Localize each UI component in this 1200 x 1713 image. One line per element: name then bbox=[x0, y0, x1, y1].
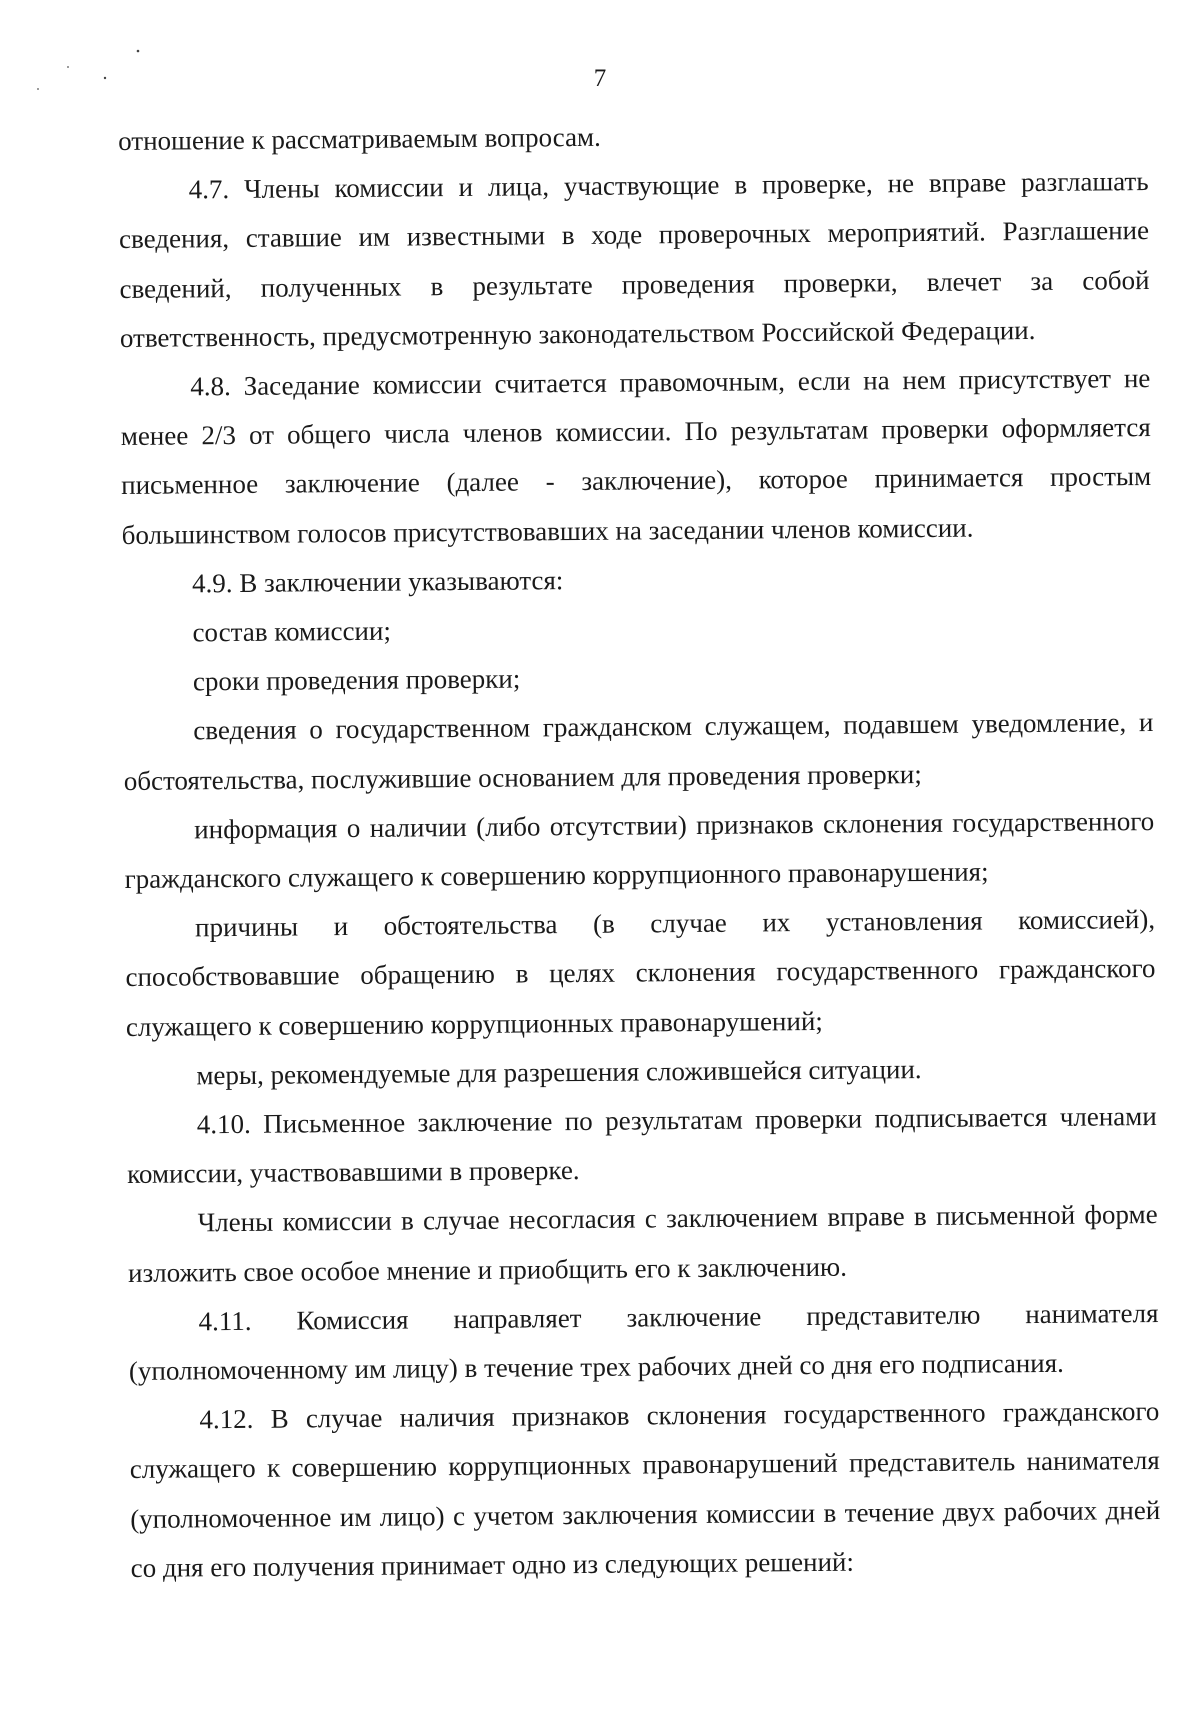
paragraph-4-12: 4.12. В случае наличия признаков склонения государственного гражданского служащего к совершению коррупционных правонарушений представитель нанимателя (уполномоченное им лицо) с учетом заключения комиссии в течение двух рабочих дней со дня его получения принимает одно из следующих решений: bbox=[129, 1396, 1161, 1583]
list-item-commission-composition: состав комиссии; bbox=[192, 615, 392, 648]
paragraph-dissent: Члены комиссии в случае несогласия с заключением вправе в письменной форме изложить свое особое мнение и приобщить его к заключению. bbox=[127, 1199, 1158, 1288]
list-item-measures: меры, рекомендуемые для разрешения сложившейся ситуации. bbox=[196, 1053, 922, 1091]
paragraph-4-7: 4.7. Члены комиссии и лица, участвующие в проверке, не вправе разглашать сведения, ставшие им известными в ходе проверочных мероприятий. Разглашение сведений, полученных в результате проведения проверки, влечет за собой ответственность, предусмотренную законодательством Российской Федерации. bbox=[118, 166, 1150, 353]
list-item-causes: причины и обстоятельства (в случае их установления комиссией), способствовавшие обращению в целях склонения государственного гражданского служащего к совершению коррупционных правонарушений; bbox=[125, 904, 1156, 1042]
paragraph-4-11: 4.11. Комиссия направляет заключение представителю нанимателя (уполномоченному им лицу) в течение трех рабочих дней со дня его подписания. bbox=[128, 1297, 1159, 1387]
list-item-review-terms: сроки проведения проверки; bbox=[192, 663, 521, 697]
list-item-employee-info: сведения о государственном гражданском служащем, подавшем уведомление, и обстоятельства, послужившие основанием для проведения проверки; bbox=[123, 707, 1154, 796]
paragraph-4-8: 4.8. Заседание комиссии считается правомочным, если на нем присутствует не менее 2/3 от общего числа членов комиссии. По результатам проверки оформляется письменное заключение (далее - заключение), которое принимается простым большинством голосов присутствовавших на заседании членов комиссии. bbox=[120, 363, 1152, 550]
list-item-signs-info: информация о наличии (либо отсутствии) признаков склонения государственного гражданского служащего к совершению коррупционного правонарушения; bbox=[124, 805, 1155, 895]
page-number: 7 bbox=[593, 65, 607, 92]
paragraph-4-9: 4.9. В заключении указываются: bbox=[191, 564, 564, 599]
paragraph-4-10: 4.10. Письменное заключение по результатам проверки подписывается членами комиссии, участвовавшими в проверке. bbox=[127, 1101, 1157, 1190]
document-body bbox=[118, 108, 1161, 1593]
paragraph-continuation: отношение к рассматриваемым вопросам. bbox=[118, 121, 601, 156]
